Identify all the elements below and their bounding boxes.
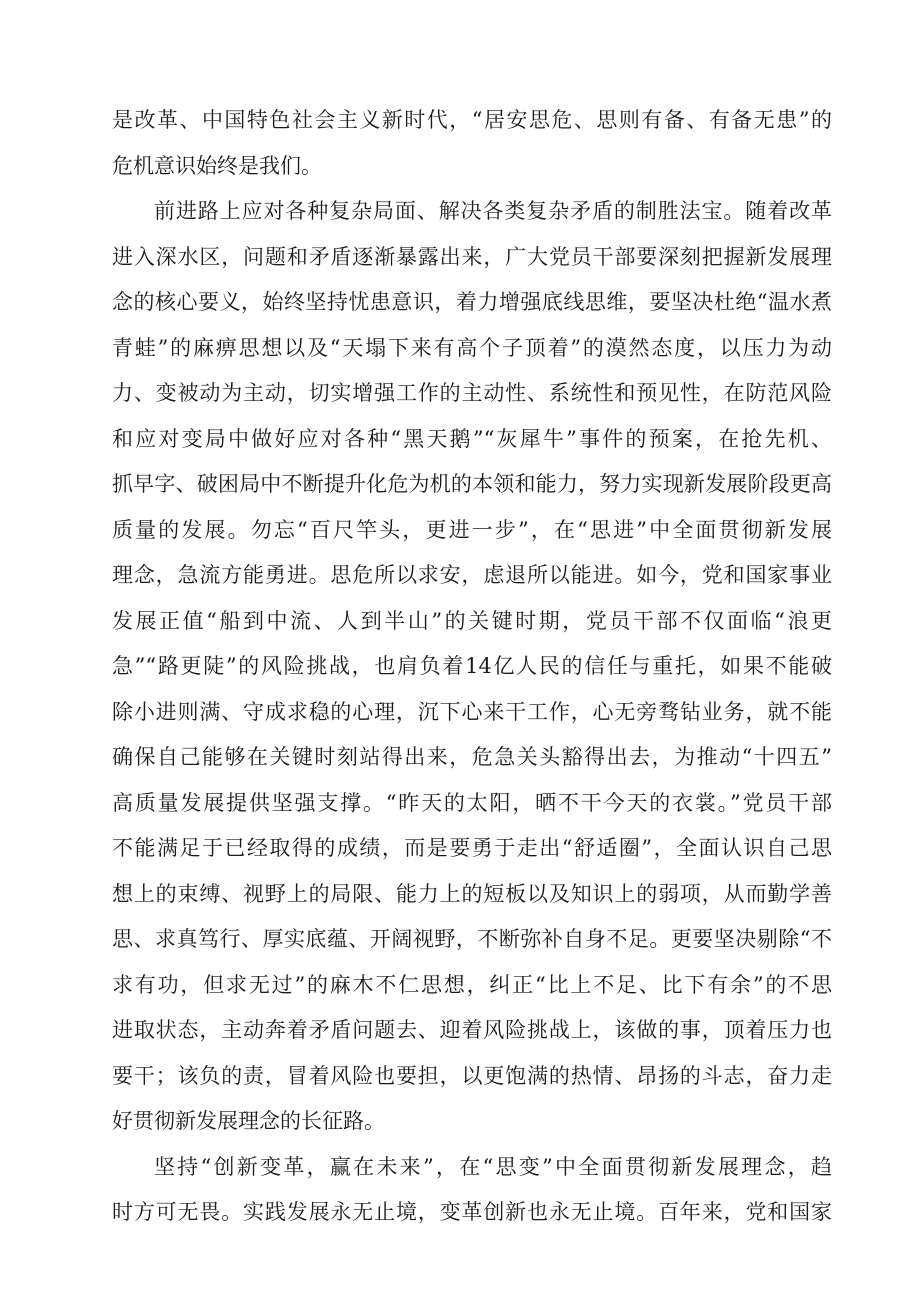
text-line: 念的核心要义，始终坚持忧患意识，着力增强底线思维，要坚决杜绝“温水煮 — [112, 290, 832, 314]
text-line: 发展正值“船到中流、人到半山”的关键时期，党员干部不仅面临“浪更 — [112, 608, 832, 633]
text-line: 确保自己能够在关键时刻站得出来，危急关头豁得出去，为推动“十四五” — [112, 745, 832, 769]
text-line: 质量的发展。勿忘“百尺竿头，更进一步”，在“思进”中全面贯彻新发展 — [112, 517, 832, 542]
text-line: 抓早字、破困局中不断提升化危为机的本领和能力，努力实现新发展阶段更高 — [112, 472, 832, 496]
text-line: 和应对变局中做好应对各种“黑天鹅”“灰犀牛”事件的预案，在抢先机、 — [112, 426, 832, 451]
text-line: 高质量发展提供坚强支撑。“昨天的太阳，晒不干今天的衣裳。”党员干部 — [112, 790, 832, 815]
text-line: 时方可无畏。实践发展永无止境，变革创新也永无止境。百年来，党和国家 — [112, 1200, 832, 1224]
text-line: 想上的束缚、视野上的局限、能力上的短板以及知识上的弱项，从而勤学善 — [112, 881, 832, 906]
text-line: 要干；该负的责，冒着风险也要担，以更饱满的热情、昂扬的斗志，奋力走 — [112, 1063, 832, 1088]
text-line: 进取状态，主动奔着矛盾问题去、迎着风险挑战上，该做的事，顶着压力也 — [112, 1018, 832, 1042]
text-line: 坚持“创新变革，赢在未来”，在“思变”中全面贯彻新发展理念，趋 — [154, 1154, 832, 1179]
text-line: 危机意识始终是我们。 — [112, 153, 322, 178]
text-line: 好贯彻新发展理念的长征路。 — [112, 1109, 385, 1133]
text-line: 除小进则满、守成求稳的心理，沉下心来干工作，心无旁骛钻业务，就不能 — [112, 699, 832, 724]
text-line: 是改革、中国特色社会主义新时代，“居安思危、思则有备、有备无患”的 — [112, 108, 832, 132]
text-line: 思、求真笃行、厚实底蕴、开阔视野，不断弥补自身不足。更要坚决剔除“不 — [112, 927, 832, 951]
text-line: 进入深水区，问题和矛盾逐渐暴露出来，广大党员干部要深刻把握新发展理 — [112, 244, 832, 269]
text-line: 求有功，但求无过”的麻木不仁思想，纠正“比上不足、比下有余”的不思 — [112, 972, 832, 997]
text-line: 急”“路更陡”的风险挑战，也肩负着14亿人民的信任与重托，如果不能破 — [112, 654, 832, 678]
text-line: 前进路上应对各种复杂局面、解决各类复杂矛盾的制胜法宝。随着改革 — [154, 199, 832, 223]
body-text — [112, 98, 832, 1236]
text-line: 力、变被动为主动，切实增强工作的主动性、系统性和预见性，在防范风险 — [112, 381, 832, 405]
text-line: 理念，急流方能勇进。思危所以求安，虑退所以能进。如今，党和国家事业 — [112, 563, 832, 587]
text-line: 不能满足于已经取得的成绩，而是要勇于走出“舒适圈”，全面认识自己思 — [112, 836, 832, 860]
text-line: 青蛙”的麻痹思想以及“天塌下来有高个子顶着”的漠然态度，以压力为动 — [112, 335, 832, 360]
